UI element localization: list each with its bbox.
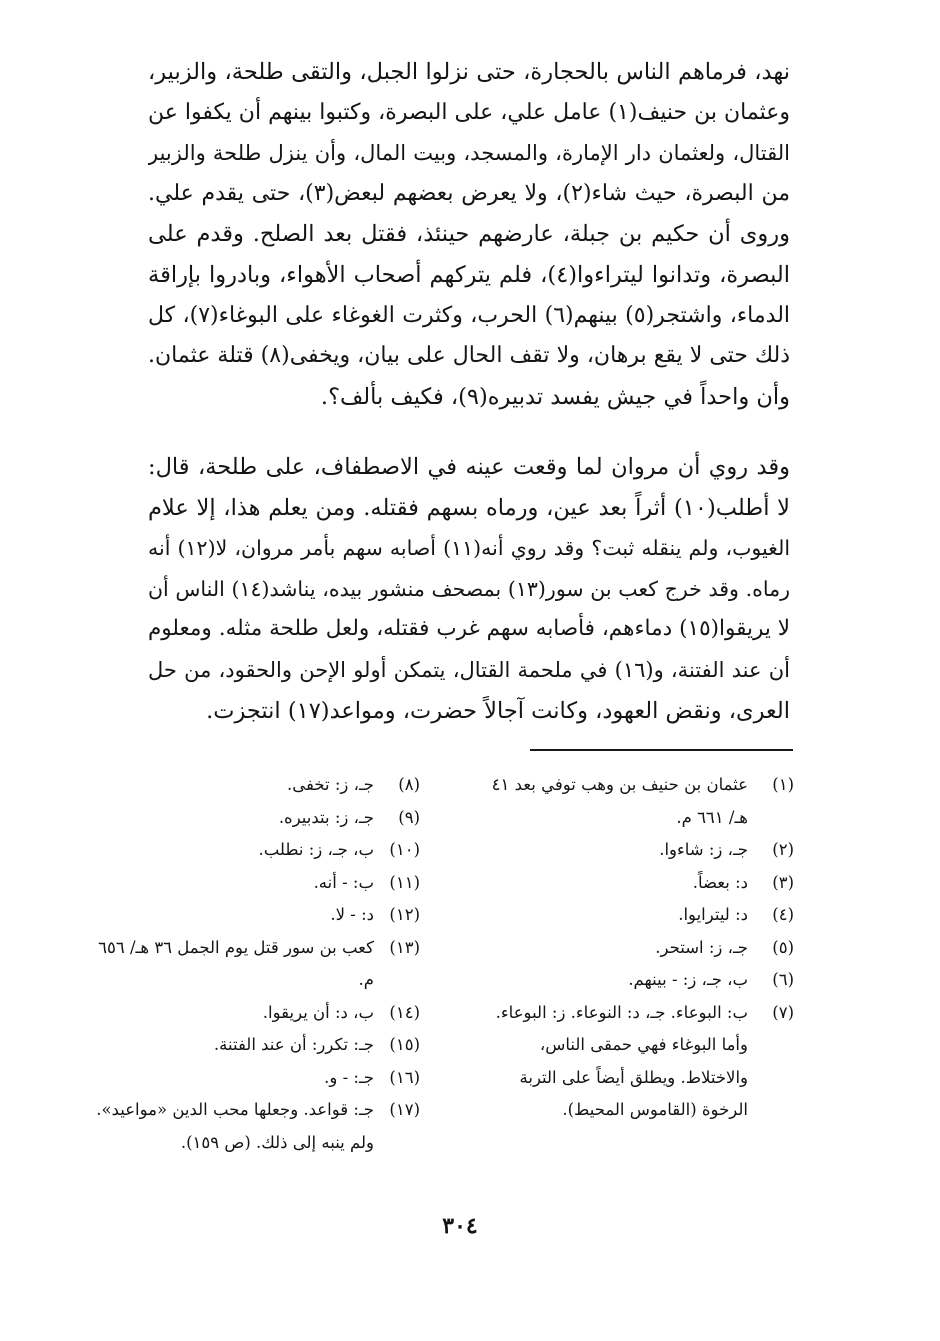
footnote-text: ب: - أنه. <box>313 872 374 892</box>
text-line: وأن واحداً في جيش يفسد تدبيره(٩)، فكيف بألف؟. <box>320 383 790 410</box>
footnote-number: (٣) <box>772 872 794 892</box>
footnotes-right-column <box>476 769 794 1127</box>
footnote-number: (١١) <box>389 872 420 892</box>
text-line: نهد، فرماهم الناس بالحجارة، حتى نزلوا الجبل، والتقى طلحة، والزبير، <box>148 59 790 85</box>
footnote-text: د: بعضاً. <box>692 872 748 892</box>
footnote-text: عثمان بن حنيف بن وهب توفي بعد ٤١ هـ/ ٦٦١ م. <box>491 775 748 827</box>
footnote-text: جـ، ز: شاءوا. <box>659 840 748 859</box>
text-line: القتال، ولعثمان دار الإمارة، والمسجد، وبيت المال، وأن ينزل طلحة والزبير <box>148 141 790 166</box>
footnote-3 <box>476 867 794 900</box>
footnote-text: ب، جـ، ز: نطلب. <box>258 840 374 859</box>
text-line: لا أطلب(١٠) أثراً بعد عين، ورماه بسهم فقتله. ومن يعلم هذا، إلا علام <box>148 494 790 521</box>
footnote-11 <box>95 867 420 900</box>
footnote-number: (٢) <box>772 840 794 859</box>
footnote-number: (٦) <box>772 970 794 989</box>
footnote-6 <box>476 964 794 997</box>
text-line: البصرة، وتدانوا ليتراءوا(٤)، فلم يتركهم أصحاب الأهواء، وبادروا بإراقة <box>148 261 790 288</box>
footnote-13 <box>95 932 420 997</box>
footnote-number: (١٣) <box>389 937 420 957</box>
footnote-number: (٥) <box>772 937 794 957</box>
footnote-12 <box>95 899 420 932</box>
footnote-number: (٨) <box>398 775 420 794</box>
footnote-text: جـ، ز: تخفى. <box>287 775 374 794</box>
footnote-number: (١٦) <box>389 1067 420 1087</box>
footnote-8 <box>95 769 420 802</box>
footnote-5 <box>476 932 794 965</box>
footnote-text: ب: البوعاء. جـ، د: النوعاء. ز: البوعاء. وأما البوغاء فهي حمقى الناس، والاختلاط. ويطلق أيضاً على التربة الرخوة (القاموس المحيط). <box>495 1002 748 1119</box>
footnote-number: (٩) <box>398 807 420 827</box>
text-line: وعثمان بن حنيف(١) عامل علي، على البصرة، وكتبوا بينهم أن يكفوا عن <box>148 99 790 125</box>
footnote-text: جـ: تكرر: أن عند الفتنة. <box>213 1035 374 1054</box>
footnote-16 <box>95 1062 420 1095</box>
paragraph-1 <box>148 52 790 417</box>
footnote-14 <box>95 997 420 1030</box>
footnote-9 <box>95 802 420 835</box>
footnote-1 <box>476 769 794 834</box>
paragraph-2 <box>148 447 790 731</box>
text-line: رماه. وقد خرج كعب بن سور(١٣) بمصحف منشور بيده، يناشد(١٤) الناس أن <box>148 576 790 601</box>
footnote-2 <box>476 834 794 867</box>
footnote-number: (١٧) <box>389 1100 420 1119</box>
page-number: ٣٠٤ <box>442 1213 478 1239</box>
text-line: وقد روي أن مروان لما وقعت عينه في الاصطفاف، على طلحة، قال: <box>148 454 790 480</box>
text-line: وروى أن حكيم بن جبلة، عارضهم حينئذ، فقتل بعد الصلح. وقدم على <box>148 221 790 248</box>
footnote-text: د: - لا. <box>330 905 374 924</box>
footnote-number: (١٢) <box>389 905 420 924</box>
footnotes-left-column <box>95 769 420 1159</box>
text-line: الغيوب، ولم ينقله ثبت؟ وقد روي أنه(١١) أصابه سهم بأمر مروان، لا(١٢) أنه <box>148 536 790 561</box>
footnote-17 <box>95 1094 420 1159</box>
footnote-10 <box>95 834 420 867</box>
footnote-number: (٧) <box>772 1002 794 1022</box>
footnote-number: (٤) <box>772 905 794 924</box>
text-line: ذلك حتى لا يقع برهان، ولا تقف الحال على بيان، ويخفى(٨) قتلة عثمان. <box>148 343 790 369</box>
text-line: أن عند الفتنة، و(١٦) في ملحمة القتال، يتمكن أولو الإحن والحقود، من حل <box>148 657 790 682</box>
footnote-number: (١٠) <box>389 840 420 859</box>
footnote-text: كعب بن سور قتل يوم الجمل ٣٦ هـ/ ٦٥٦ م. <box>98 937 374 989</box>
text-line: العرى، ونقض العهود، وكانت آجالاً حضرت، ومواعد(١٧) انتجزت. <box>206 697 790 724</box>
footnote-text: د: ليترايوا. <box>678 905 748 924</box>
footnote-text: ب، د: أن يريقوا. <box>262 1002 374 1022</box>
text-line: لا يريقوا(١٥) دماءهم، فأصابه سهم غرب فقتله، ولعل طلحة مثله. ومعلوم <box>148 616 790 642</box>
footnote-text: جـ: - و. <box>324 1067 374 1087</box>
footnote-divider <box>530 749 793 751</box>
footnote-number: (١٥) <box>389 1035 420 1054</box>
footnote-4 <box>476 899 794 932</box>
footnote-number: (١) <box>772 775 794 794</box>
footnote-text: ب، جـ، ز: - بينهم. <box>628 970 748 989</box>
footnote-7 <box>476 997 794 1127</box>
footnote-number: (١٤) <box>389 1002 420 1022</box>
text-line: من البصرة، حيث شاء(٢)، ولا يعرض بعضهم لبعض(٣)، حتى يقدم علي. <box>148 180 790 206</box>
footnote-text: جـ، ز: استحر. <box>655 937 748 957</box>
text-line: الدماء، واشتجر(٥) بينهم(٦) الحرب، وكثرت الغوغاء على البوغاء(٧)، كل <box>148 302 790 328</box>
footnote-text: جـ، ز: بتدبيره. <box>278 807 374 827</box>
footnote-15 <box>95 1029 420 1062</box>
footnote-text: جـ: قواعد. وجعلها محب الدين «مواعيد». ولم ينبه إلى ذلك. (ص ١٥٩). <box>96 1100 374 1152</box>
